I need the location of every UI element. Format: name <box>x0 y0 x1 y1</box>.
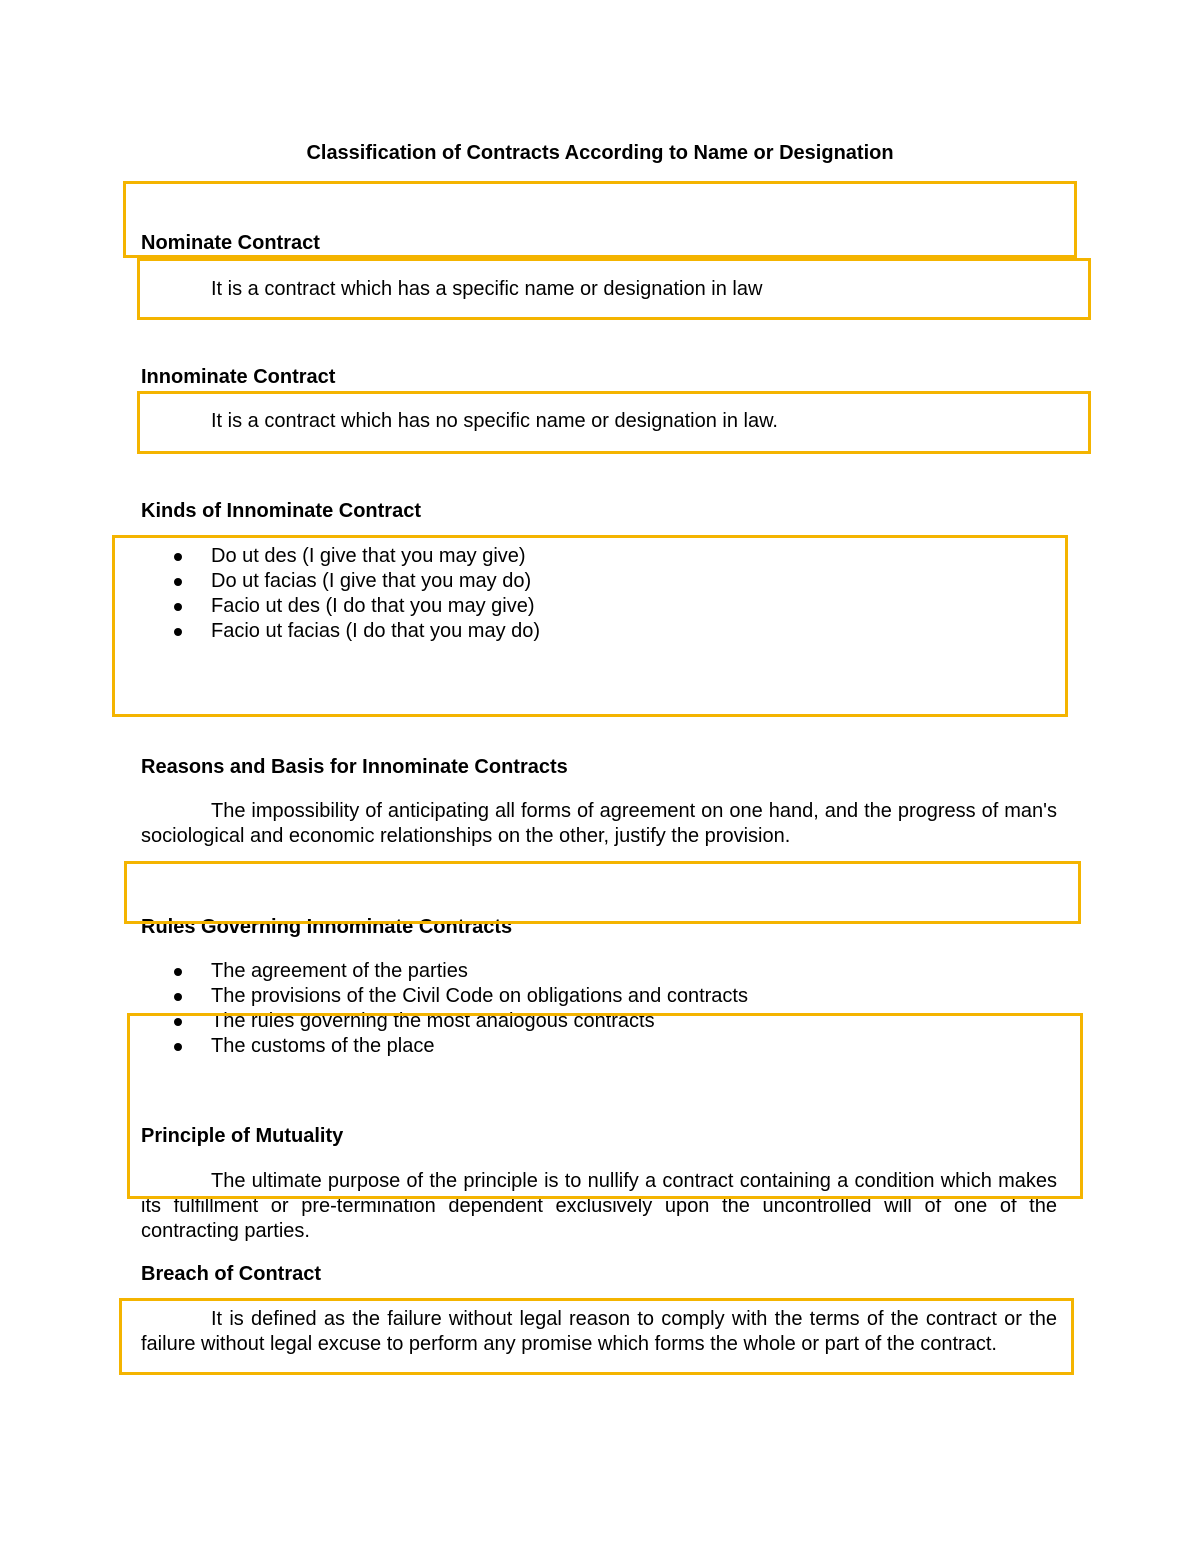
list-item-text: Facio ut des (I do that you may give) <box>211 595 535 617</box>
reasons-basis-paragraph <box>141 799 1057 849</box>
list-item-text: Facio ut facias (I do that you may do) <box>211 620 541 642</box>
breach-text: It is defined as the failure without legal reason to comply with the terms of the contract or the failure without legal excuse to perform any promise which forms the whole or part of the contract. <box>141 1308 1057 1355</box>
list-item <box>141 569 540 594</box>
heading-kinds-innominate: Kinds of Innominate Contract <box>141 500 421 522</box>
list-item-text: The agreement of the parties <box>211 960 468 982</box>
heading-rules-governing: Rules Governing Innominate Contracts <box>141 916 513 938</box>
bullet-icon <box>174 1018 182 1026</box>
bullet-icon <box>174 578 182 586</box>
heading-reasons-basis: Reasons and Basis for Innominate Contracts <box>141 756 568 778</box>
document-title: Classification of Contracts According to Name or Designation <box>306 142 894 164</box>
reasons-basis-text: The impossibility of anticipating all forms of agreement on one hand, and the progress of man's sociological and economic relationships on the other, justify the provision. <box>141 800 1057 847</box>
bullet-icon <box>174 553 182 561</box>
mutuality-text: The ultimate purpose of the principle is to nullify a contract containing a condition which makes its fulfillment or pre-termination dependent exclusively upon the uncontrolled will of one of the contracting parties. <box>141 1170 1057 1242</box>
list-item <box>141 1009 748 1034</box>
list-item <box>141 1034 748 1059</box>
list-item <box>141 984 748 1009</box>
rules-governing-list <box>141 959 748 1059</box>
heading-breach-contract: Breach of Contract <box>141 1263 322 1285</box>
list-item <box>141 594 540 619</box>
heading-principle-mutuality: Principle of Mutuality <box>141 1125 344 1147</box>
heading-innominate-contract: Innominate Contract <box>141 366 336 388</box>
breach-paragraph <box>141 1307 1057 1357</box>
nominate-contract-definition: It is a contract which has a specific name or designation in law <box>211 278 763 300</box>
list-item-text: The rules governing the most analogous contracts <box>211 1010 655 1032</box>
bullet-icon <box>174 628 182 636</box>
bullet-icon <box>174 993 182 1001</box>
list-item <box>141 619 540 644</box>
heading-nominate-contract: Nominate Contract <box>141 232 320 254</box>
bullet-icon <box>174 1043 182 1051</box>
bullet-icon <box>174 603 182 611</box>
bullet-icon <box>174 968 182 976</box>
list-item-text: Do ut des (I give that you may give) <box>211 545 526 567</box>
innominate-contract-definition: It is a contract which has no specific name or designation in law. <box>211 410 778 432</box>
list-item-text: Do ut facias (I give that you may do) <box>211 570 532 592</box>
list-item-text: The provisions of the Civil Code on obligations and contracts <box>211 985 748 1007</box>
list-item-text: The customs of the place <box>211 1035 435 1057</box>
list-item <box>141 544 540 569</box>
list-item <box>141 959 748 984</box>
mutuality-paragraph <box>141 1169 1057 1244</box>
kinds-innominate-list <box>141 544 540 644</box>
